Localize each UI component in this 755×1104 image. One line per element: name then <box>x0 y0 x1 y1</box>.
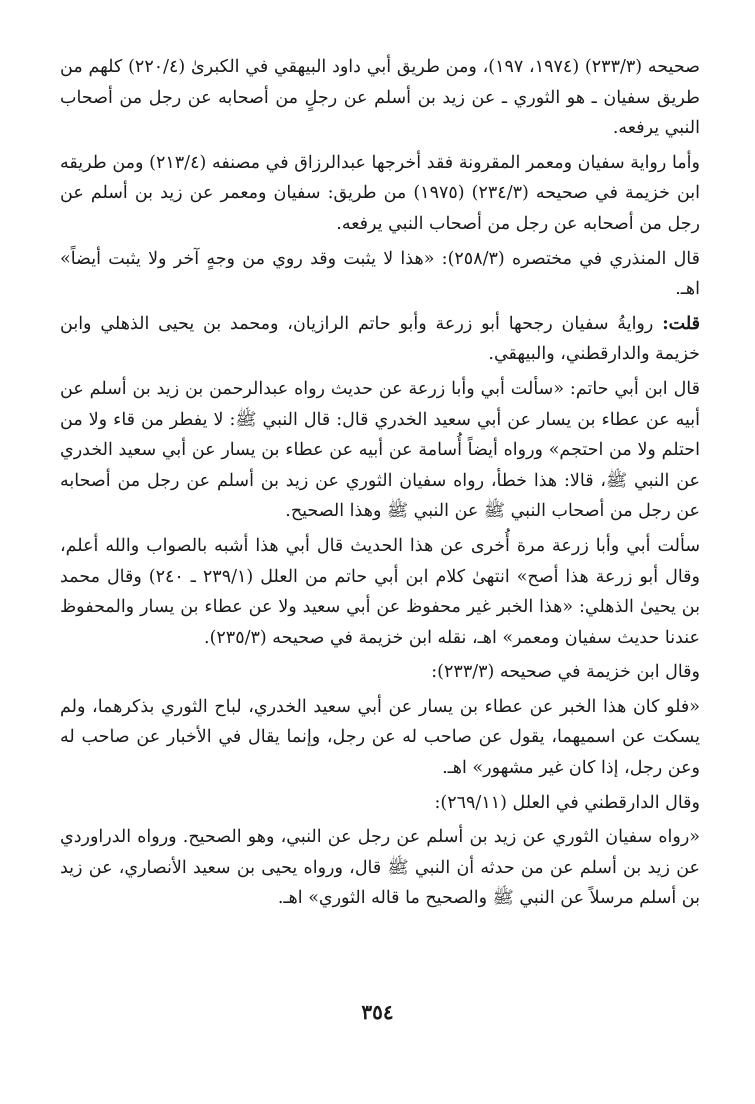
page-body <box>60 52 700 914</box>
paragraph-2: وأما رواية سفيان ومعمر المقرونة فقد أخرجها عبدالرزاق في مصنفه (٢١٣/٤) ومن طريقه ابن خزيمة في صحيحه (٢٣٤/٣) (١٩٧٥) من طريق: سفيان ومعمر عن زيد بن أسلم عن رجل من أصحابه عن رجل من أصحاب النبي يرفعه. <box>60 152 701 234</box>
paragraph-3: قال المنذري في مختصره (٢٥٨/٣): «هذا لا يثبت وقد روي من وجهٍ آخر ولا يثبت أيضاً» اهـ. <box>60 248 700 300</box>
paragraph-4-text: روايةُ سفيان رجحها أبو زرعة وأبو حاتم الرازيان، ومحمد بن يحيى الذهلي وابن خزيمة والدارقطني، والبيهقي. <box>60 313 700 365</box>
paragraph-7: وقال ابن خزيمة في صحيحه (٢٣٣/٣): <box>431 662 700 683</box>
qult-label: قلت: <box>662 313 700 334</box>
paragraph-9: وقال الدارقطني في العلل (٢٦٩/١١): <box>434 792 700 813</box>
paragraph-4 <box>60 309 700 370</box>
paragraph-10: «رواه سفيان الثوري عن زيد بن أسلم عن رجل عن النبي، وهو الصحيح. ورواه الدراوردي عن زيد بن أسلم عن من حدثه أن النبي ﷺ قال، ورواه يحيى بن سعيد الأنصاري، عن زيد بن أسلم مرسلاً عن النبي ﷺ والصحيح ما قاله الثوري» اهـ. <box>60 827 700 909</box>
paragraph-8: «فلو كان هذا الخبر عن عطاء بن يسار عن أبي سعيد الخدري، لباح الثوري بذكرهما، ولم يسكت عن اسميهما، يقول عن صاحب له عن رجل، وإنما يقال في الأخبار عن صاحب له وعن رجل، إذا كان غير مشهور» اهـ. <box>60 696 700 779</box>
paragraph-5: قال ابن أبي حاتم: «سألت أبي وأبا زرعة عن حديث رواه عبدالرحمن بن زيد بن أسلم عن أبيه عن عطاء بن يسار عن أبي سعيد الخدري قال: قال النبي ﷺ: لا يفطر من قاء ولا من احتلم ولا من احتجم» ورواه أيضاً أُسامة عن أبيه عن عطاء بن يسار عن أبي سعيد الخدري عن النبي ﷺ، قالا: هذا خطأ، رواه سفيان الثوري عن زيد بن أسلم عن رجل من أصحابه عن رجل من أصحاب النبي ﷺ عن النبي ﷺ وهذا الصحيح. <box>60 378 700 522</box>
paragraph-6: سألت أبي وأبا زرعة مرة أُخرى عن هذا الحديث قال أبي هذا أشبه بالصواب والله أعلم، وقال أبو زرعة هذا أصح» انتهىٰ كلام ابن أبي حاتم من العلل (٢٣٩/١ ـ ٢٤٠) وقال محمد بن يحيىٰ الذهلي: «هذا الخبر غير محفوظ عن أبي سعيد ولا عن عطاء بن يسار والمحفوظ عندنا حديث سفيان ومعمر» اهـ، نقله ابن خزيمة في صحيحه (٢٣٥/٣). <box>60 535 700 648</box>
page-number: ٣٥٤ <box>361 1000 394 1024</box>
paragraph-1: صحيحه (٢٣٣/٣) (١٩٧٤، ١٩٧)، ومن طريق أبي داود البيهقي في الكبرىٰ (٢٢٠/٤) كلهم من طريق سفيان ـ هو الثوري ـ عن زيد بن أسلم عن رجلٍ من أصحابه عن رجل من أصحاب النبي يرفعه. <box>60 57 700 139</box>
